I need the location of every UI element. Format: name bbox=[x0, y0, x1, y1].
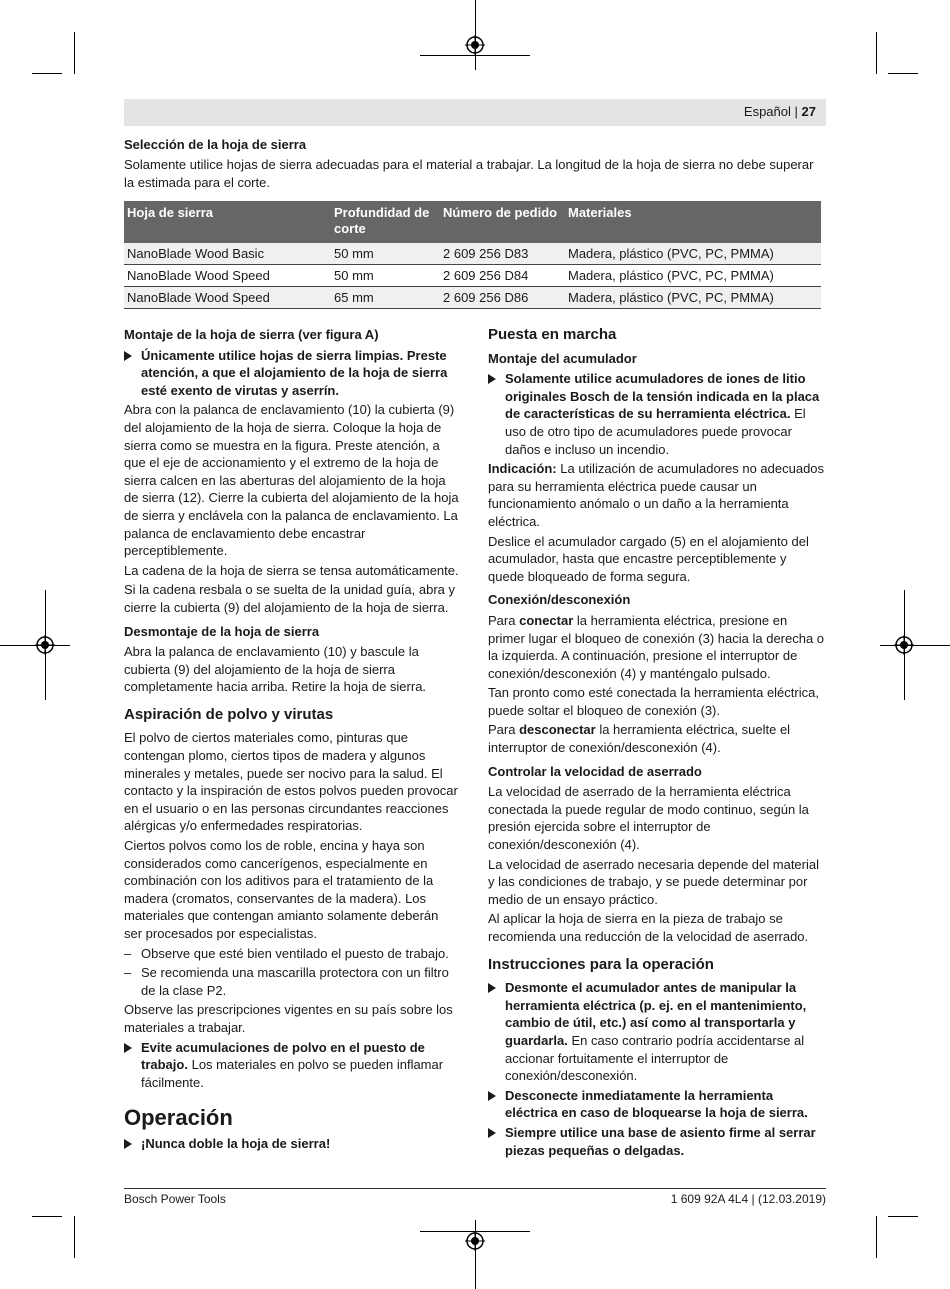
instructions-bullet-rest: En caso contrario podría accidentarse al accionar fortuitamente el interruptor de conexión/desconexión. bbox=[505, 1032, 805, 1084]
table-header-row bbox=[124, 201, 821, 243]
table-cell: Madera, plástico (PVC, PC, PMMA) bbox=[565, 265, 821, 287]
table-cell: 2 609 256 D83 bbox=[440, 243, 565, 265]
bullet-triangle-icon bbox=[488, 374, 496, 384]
table-cell: 2 609 256 D84 bbox=[440, 265, 565, 287]
bullet-triangle-icon bbox=[124, 351, 132, 361]
dust-bullet-bold: Evite acumulaciones de polvo en el puesto de trabajo. bbox=[141, 1039, 425, 1073]
note-text: La utilización de acumuladores no adecuados para su herramienta eléctrica puede causar un funcionamiento anómalo o un daño a la herramienta eléctrica. bbox=[488, 461, 825, 529]
bullet-triangle-icon bbox=[488, 1091, 496, 1101]
instructions-bullet-text: Desconecte inmediatamente la herramienta eléctrica en caso de bloquearse la hoja de sierra. bbox=[505, 1087, 808, 1121]
note-label: Indicación: bbox=[488, 461, 557, 477]
register-line bbox=[420, 55, 530, 56]
instructions-bullet-text: Siempre utilice una base de asiento firme al serrar piezas pequeñas o delgadas. bbox=[505, 1124, 816, 1158]
table-cell: NanoBlade Wood Speed bbox=[124, 287, 331, 309]
crop-mark bbox=[888, 1216, 918, 1217]
battery-bullet bbox=[488, 370, 826, 458]
crop-mark bbox=[876, 32, 877, 74]
dust-paragraph: El polvo de ciertos materiales como, pinturas que contengan plomo, ciertos tipos de madera y algunos minerales y metales, puede ser nocivo para la salud. El contacto y la inspiración de estos polvos pueden provocar en el usuario o en las personas circundantes reacciones alérgicas y/o enfermedades respiratorias. bbox=[124, 730, 458, 834]
footer-docnumber: 1 609 92A 4L4 | (12.03.2019) bbox=[670, 1192, 826, 1206]
dust-title: Aspiración de polvo y virutas bbox=[124, 705, 334, 723]
table-cell: Madera, plástico (PVC, PC, PMMA) bbox=[565, 287, 821, 309]
table-cell: 50 mm bbox=[331, 265, 440, 287]
crop-mark bbox=[32, 73, 62, 74]
start-title: Puesta en marcha bbox=[488, 326, 617, 343]
registration-mark-icon bbox=[35, 635, 55, 655]
dash-text: Observe que esté bien ventilado el puesto de trabajo. bbox=[141, 945, 449, 961]
left-column bbox=[124, 326, 460, 1155]
speed-title: Controlar la velocidad de aserrado bbox=[488, 763, 702, 779]
table-row bbox=[124, 287, 821, 309]
dismount-paragraph: Abra la palanca de enclavamiento (10) y bascule la cubierta (9) del alojamiento de la hoja de sierra completamente hacia arriba. Retire la hoja de sierra. bbox=[124, 644, 427, 695]
table-header: Hoja de sierra bbox=[124, 201, 331, 243]
bullet-triangle-icon bbox=[124, 1139, 132, 1149]
bullet-triangle-icon bbox=[488, 1128, 496, 1138]
battery-title: Montaje del acumulador bbox=[488, 350, 637, 366]
operation-bullet-text: ¡Nunca doble la hoja de sierra! bbox=[141, 1135, 331, 1151]
table-header: Número de pedido bbox=[440, 201, 565, 243]
footer-divider bbox=[124, 1188, 826, 1189]
table-cell: 50 mm bbox=[331, 243, 440, 265]
dust-bullet-rest: Los materiales en polvo se pueden inflamar fácilmente. bbox=[141, 1057, 444, 1090]
bullet-triangle-icon bbox=[488, 983, 496, 993]
table-row bbox=[124, 265, 821, 287]
crop-mark bbox=[32, 1216, 62, 1217]
battery-bullet-bold: Solamente utilice acumuladores de iones de litio originales Bosch de la tensión indicada en la placa de características de su herramienta eléctrica. bbox=[505, 371, 820, 422]
instructions-bullet bbox=[488, 1087, 826, 1122]
dash-item: – Observe que esté bien ventilado el puesto de trabajo. bbox=[124, 945, 449, 961]
dust-paragraph: Observe las prescripciones vigentes en su país sobre los materiales a trabajar. bbox=[124, 1002, 453, 1035]
speed-paragraph: La velocidad de aserrado necesaria depende del material y las condiciones de trabajo, y se puede determinar por medio de un ensayo práctico. bbox=[488, 856, 819, 907]
table-cell: NanoBlade Wood Basic bbox=[124, 243, 331, 265]
mount-paragraph: Si la cadena resbala o se suelta de la unidad guía, abra y cierre la cubierta (9) del alojamiento de la hoja de sierra. bbox=[124, 582, 456, 615]
table-row bbox=[124, 243, 821, 265]
speed-paragraph: La velocidad de aserrado de la herramienta eléctrica conectada la puede regular de modo continuo, según la presión ejercida sobre el interruptor de conexión/desconexión (4). bbox=[488, 784, 809, 853]
instructions-bullet-bold: Desmonte el acumulador antes de manipular la herramienta eléctrica (p. ej. en el mantenimiento, cambio de útil, etc.) así como al transportarla y guardarla. bbox=[505, 980, 807, 1048]
table-header: Materiales bbox=[565, 201, 821, 243]
dash-text: Se recomienda una mascarilla protectora con un filtro de la clase P2. bbox=[141, 965, 449, 998]
page-header bbox=[124, 99, 826, 126]
operation-title: Operación bbox=[124, 1105, 233, 1131]
note-paragraph bbox=[488, 460, 826, 530]
instructions-title: Instrucciones para la operación bbox=[488, 955, 714, 973]
operation-bullet bbox=[124, 1135, 460, 1153]
registration-mark-icon bbox=[894, 635, 914, 655]
header-text bbox=[744, 104, 816, 119]
switch-text: Para bbox=[488, 612, 516, 628]
table-header: Profundidad de corte bbox=[331, 201, 440, 243]
switch-paragraph bbox=[488, 612, 826, 682]
switch-text: la herramienta eléctrica, suelte el interruptor de conexión/desconexión (4). bbox=[488, 722, 791, 756]
bullet-triangle-icon bbox=[124, 1043, 132, 1053]
instructions-bullet bbox=[488, 1124, 826, 1159]
mount-paragraph: Abra con la palanca de enclavamiento (10) la cubierta (9) del alojamiento de la hoja de sierra. Coloque la hoja de sierra como se muestra en la figura. Preste atención, a que el eje de accionamiento y el extremo de la hoja de sierra calcen en las aberturas del alojamiento de la hoja de sierra (12). Cierre la cubierta del alojamiento de la hoja de sierra y enclávela con la palanca de enclavamiento. La palanca de enclavamiento debe encastrar perceptiblemente. bbox=[124, 402, 459, 559]
register-line bbox=[880, 645, 950, 646]
section-intro: Solamente utilice hojas de sierra adecuadas para el material a trabajar. La longitud de la hoja de sierra no debe superar la estimada para el corte. bbox=[124, 157, 814, 190]
crop-mark bbox=[74, 1216, 75, 1258]
switch-title: Conexión/desconexión bbox=[488, 592, 631, 608]
dismount-title: Desmontaje de la hoja de sierra bbox=[124, 623, 320, 639]
switch-keyword: desconectar bbox=[519, 722, 596, 738]
mount-bullet-text: Únicamente utilice hojas de sierra limpias. Preste atención, a que el alojamiento de la hoja de sierra esté exento de virutas y aserrín. bbox=[141, 347, 448, 398]
switch-paragraph: Tan pronto como esté conectada la herramienta eléctrica, puede soltar el bloqueo de conexión (3). bbox=[488, 685, 819, 718]
switch-text: la herramienta eléctrica, presione en primer lugar el bloqueo de conexión (3) hacia la derecha o la izquierda. A continuación, presione el interruptor de conexión/desconexión (4) y manténgalo pulsado. bbox=[488, 612, 825, 681]
registration-mark-icon bbox=[465, 1231, 485, 1251]
right-column bbox=[488, 326, 826, 1161]
dust-bullet bbox=[124, 1039, 460, 1092]
crop-mark bbox=[888, 73, 918, 74]
registration-mark-icon bbox=[465, 35, 485, 55]
mount-paragraph: La cadena de la hoja de sierra se tensa automáticamente. bbox=[124, 562, 459, 578]
dash-item: – Se recomienda una mascarilla protectora con un filtro de la clase P2. bbox=[124, 965, 449, 998]
section-title: Selección de la hoja de sierra bbox=[124, 137, 307, 152]
page-number: 27 bbox=[801, 104, 816, 119]
table-cell: Madera, plástico (PVC, PC, PMMA) bbox=[565, 243, 821, 265]
switch-text: Para bbox=[488, 722, 516, 738]
header-language: Español bbox=[743, 104, 791, 119]
crop-mark bbox=[74, 32, 75, 74]
battery-paragraph: Deslice el acumulador cargado (5) en el alojamiento del acumulador, hasta que encastre perceptiblemente y quede bloqueado de forma segura. bbox=[488, 533, 809, 584]
instructions-bullet bbox=[488, 979, 826, 1085]
dust-paragraph: Ciertos polvos como los de roble, encina y haya son considerados como cancerígenos, especialmente en combinación con los aditivos para el tratamiento de la madera (cromatos, conservantes de la madera). Los materiales que contengan amianto solamente deberán ser procesados por especialistas. bbox=[124, 838, 439, 941]
battery-bullet-rest: El uso de otro tipo de acumuladores puede provocar daños e incluso un incendio. bbox=[505, 406, 806, 457]
speed-paragraph: Al aplicar la hoja de sierra en la pieza de trabajo se recomienda una reducción de la velocidad de aserrado. bbox=[488, 911, 809, 944]
header-separator: | bbox=[794, 104, 798, 119]
table-cell: NanoBlade Wood Speed bbox=[124, 265, 331, 287]
switch-keyword: conectar bbox=[519, 612, 574, 628]
switch-paragraph bbox=[488, 721, 826, 756]
footer-brand: Bosch Power Tools bbox=[124, 1192, 226, 1206]
crop-mark bbox=[876, 1216, 877, 1258]
mount-bullet bbox=[124, 347, 460, 400]
mount-title: Montaje de la hoja de sierra (ver figura A) bbox=[124, 327, 379, 342]
table-cell: 65 mm bbox=[331, 287, 440, 309]
blade-table bbox=[124, 201, 821, 309]
table-cell: 2 609 256 D86 bbox=[440, 287, 565, 309]
